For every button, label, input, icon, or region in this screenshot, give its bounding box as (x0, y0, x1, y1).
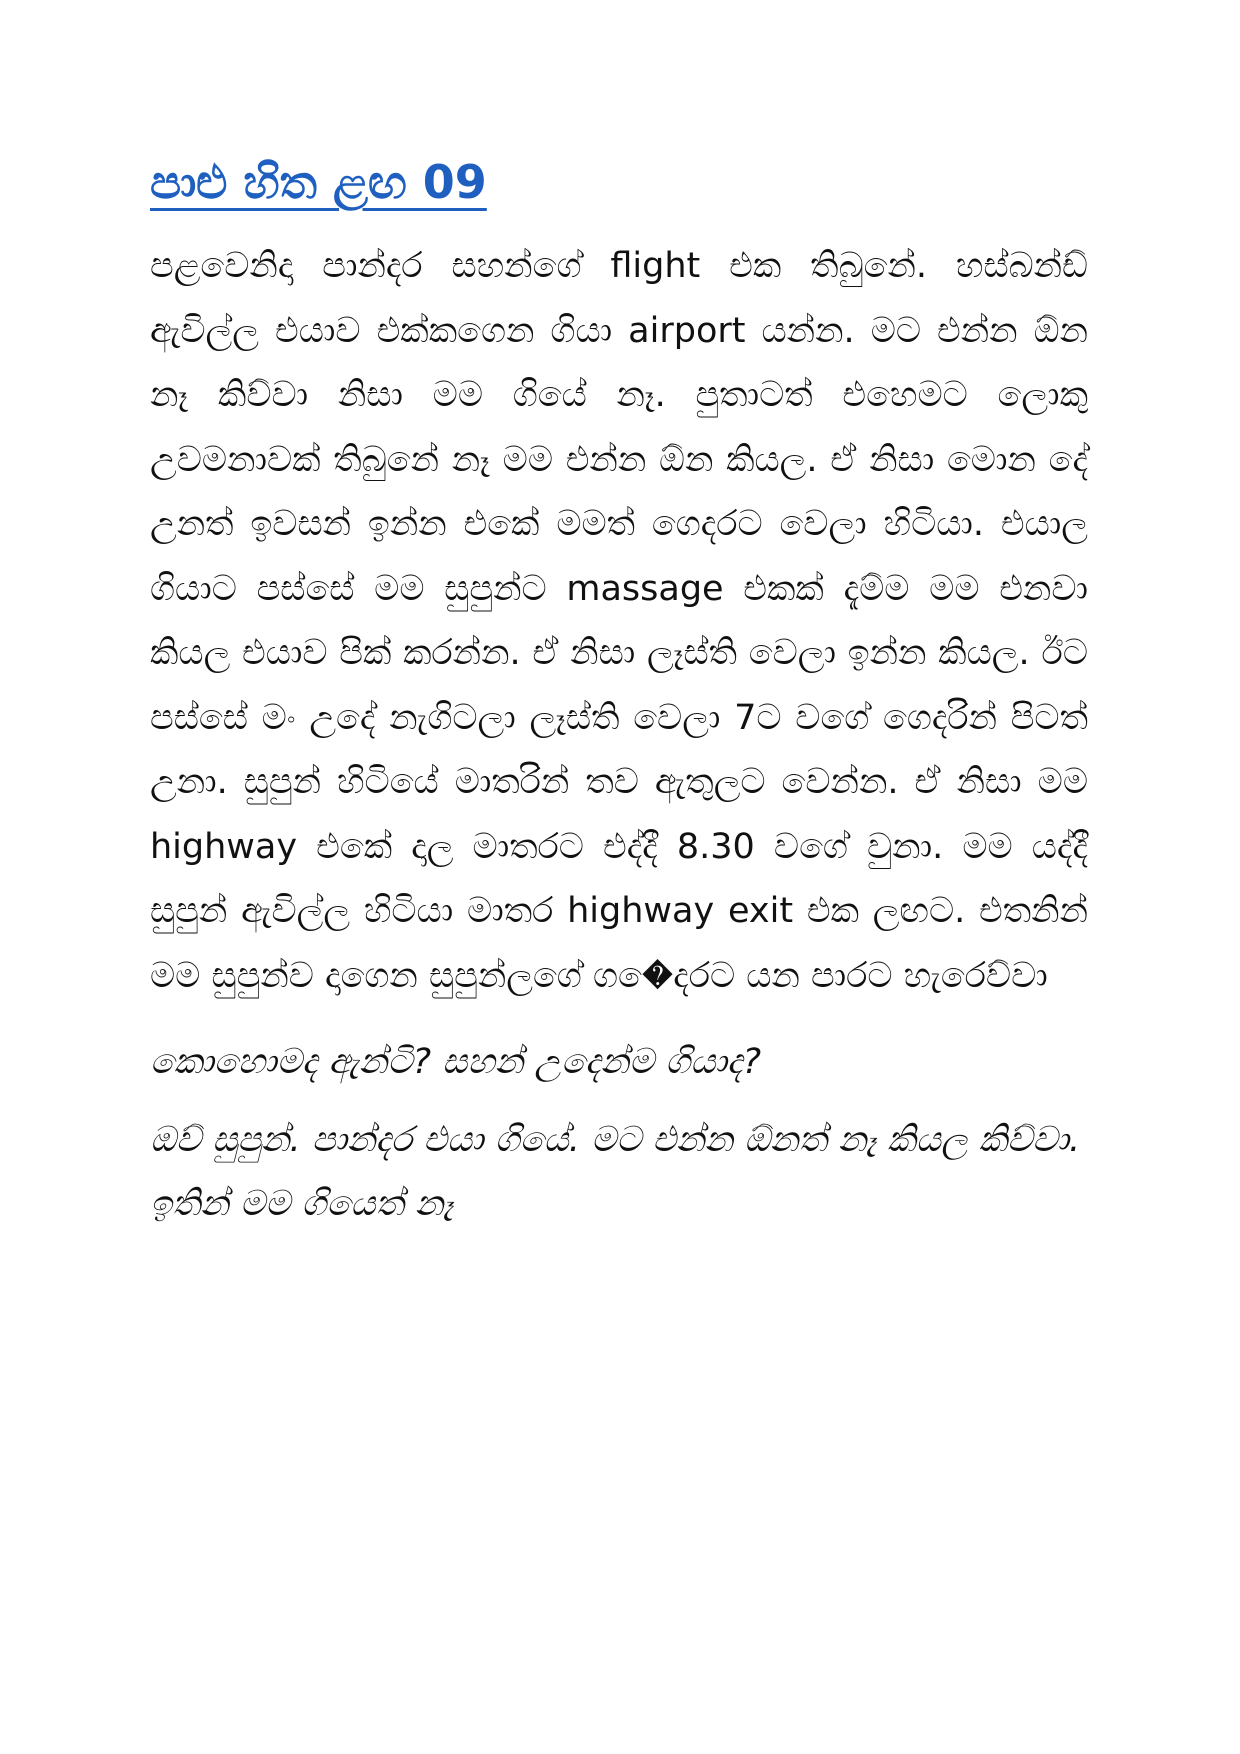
dialogue-line-answer: ඔව් සුපුන්. පාන්දර එයා ගියේ. මට එන්න ඕනත් නෑ කියල කිව්වා. ඉතින් මම ගියෙත් නෑ (150, 1120, 1081, 1225)
dialogue-line-question: කොහොමද ඇන්ටි? සහන් උදෙන්ම ගියාද? (150, 1042, 762, 1083)
document-title: පාළු හිත ළඟ 09 (150, 155, 487, 209)
document-page (150, 150, 1088, 1236)
narrative-paragraph: පළවෙනිදා පාන්දර සහන්ගේ flight එක තිබුනේ. හස්බන්ඩ් ඇවිල්ල එයාව එක්කගෙන ගියා airport යන්න. මට එන්න ඕන නෑ කිව්වා නිසා මම ගියේ නෑ. පුතාටත් එහෙමට ලොකු උවමනාවක් තිබුනේ නෑ මම එන්න ඕන කියල. ඒ නිසා මොන දේ උනත් ඉවසන් ඉන්න එකේ මමත් ගෙදරට වෙලා හිටියා. එයාල ගියාට පස්සේ මම සුපුන්ට massage එකක් දැම්ම මම එනවා කියල එයාව පික් කරන්න. ඒ නිසා ලෑස්ති වෙලා ඉන්න කියල. ඊට පස්සේ මං උදේ නැගිටලා ලෑස්ති වෙලා 7ට වගේ ගෙදරින් පිටත් උනා. සුපුන් හිටියේ මාතරින් තව ඇතුලට වෙන්න. ඒ නිසා මම highway එකේ දාල මාතරට එද්දී 8.30 වගේ වුනා. මම යද්දී සුපුන් ඇවිල්ල හිටියා මාතර highway exit එක ලඟට. එතනින් මම සුපුන්ව දාගෙන සුපුන්ලගේ ග�ෙදරට යන පාරට හැරෙව්වා (150, 246, 1088, 996)
